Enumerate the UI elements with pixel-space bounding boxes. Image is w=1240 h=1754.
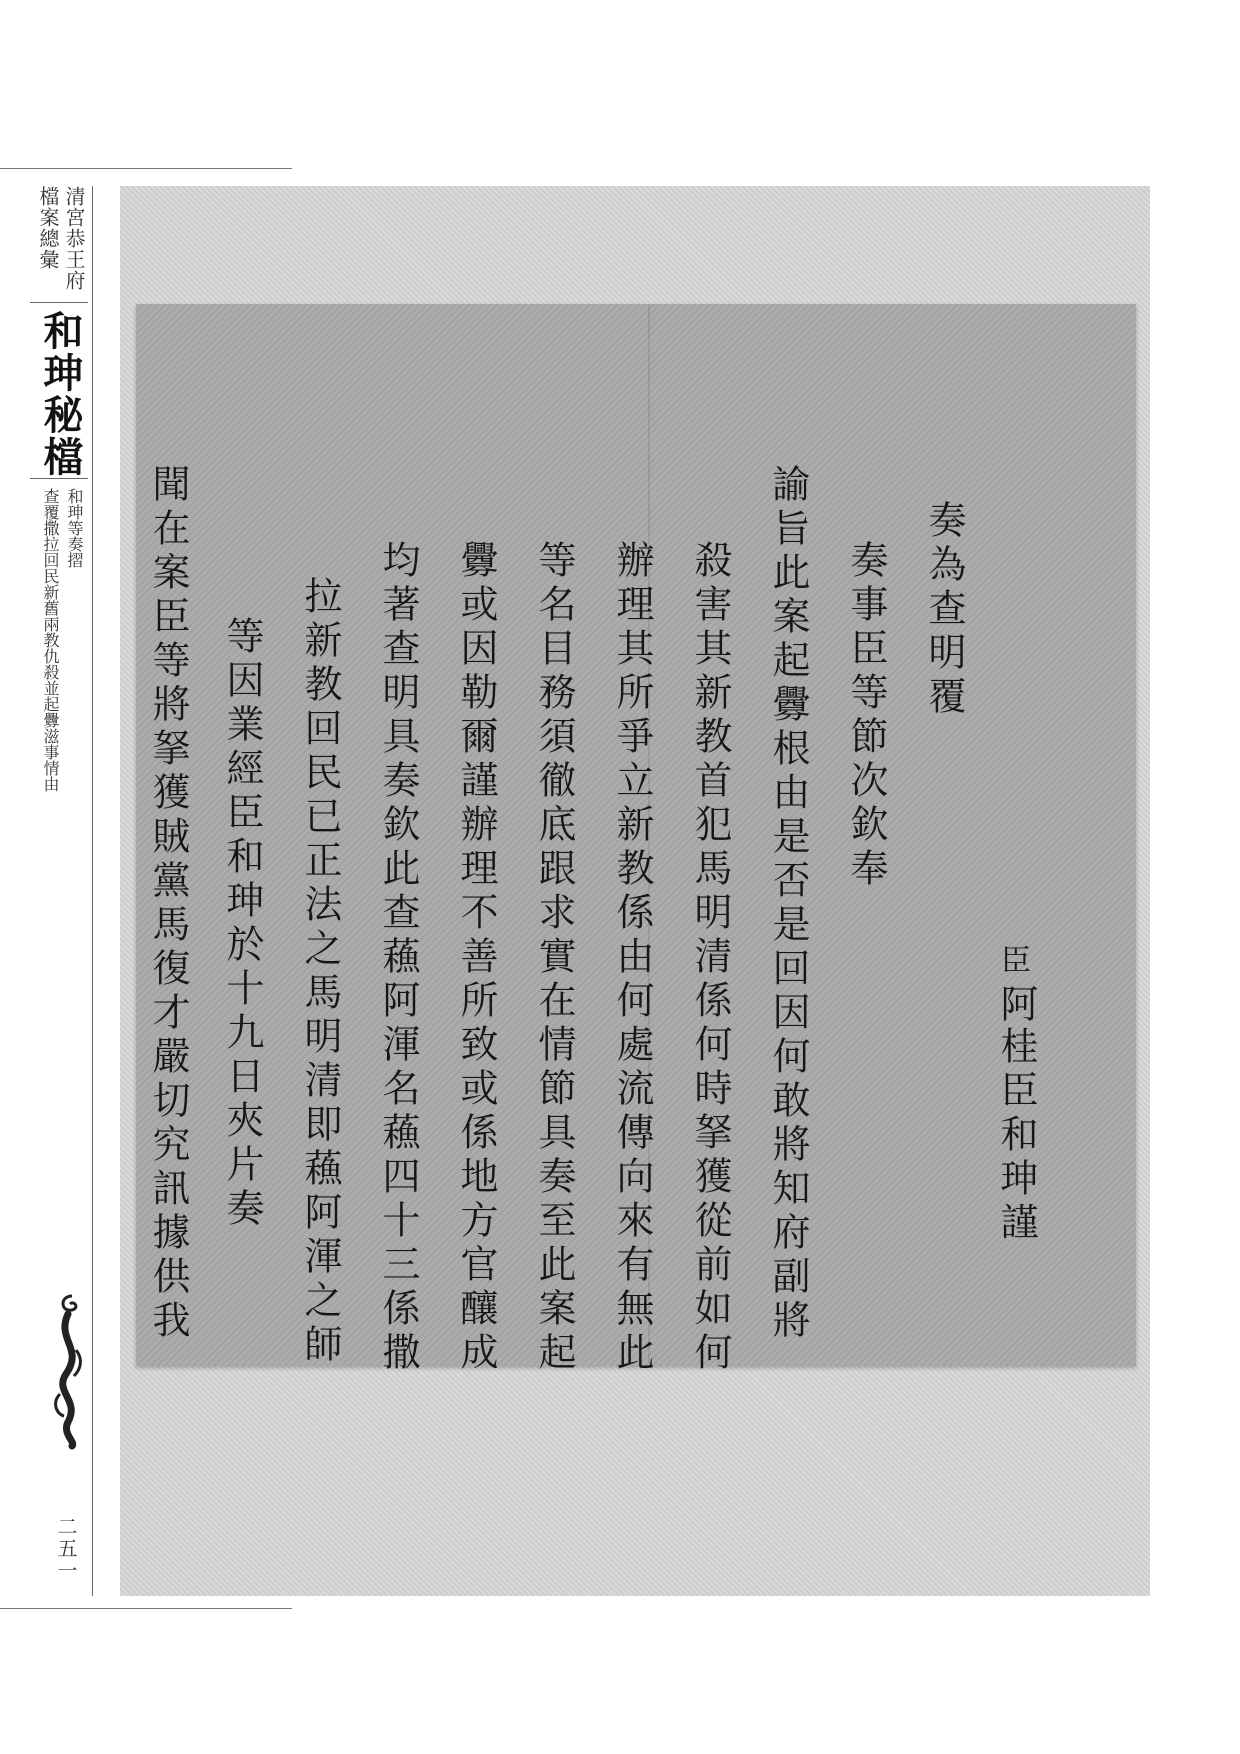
manuscript-column-9: 拉新教回民已正法之馬明清即蘓阿渾之師 [298,576,342,1368]
page-number: 二五一 [54,1516,78,1582]
manuscript-column-5: 辦理其所爭立新教係由何處流傳向來有無此 [610,540,654,1376]
top-rule [0,168,292,169]
sidebar-divider [92,186,93,1596]
signature-line-heshen: 桂臣和珅謹 [994,1026,1038,1246]
document-photo [120,186,1150,1596]
sidebar-separator [30,478,88,479]
scroll-ornament-icon [50,1290,90,1450]
manuscript-column-11: 聞在案臣等將拏獲賊黨馬復才嚴切究訊據供我 [146,464,190,1344]
manuscript-column-6: 等名目務須徹底跟求實在情節具奏至此案起 [532,540,576,1376]
signature-line-agui: 阿 [994,984,1038,1028]
manuscript-column-4: 殺害其新教首犯馬明清係何時拏獲從前如何 [688,540,732,1376]
book-sidebar [26,186,94,1596]
manuscript-column-10: 等因業經臣和珅於十九日夾片奏 [220,616,264,1232]
series-title-line-2: 檔案總彙 [36,186,60,270]
manuscript-paper [136,304,1136,1376]
sidebar-separator [30,302,88,303]
document-title-line-2: 查覆撒拉回民新舊兩教仇殺並起釁滋事情由 [41,488,60,792]
document-title-line-1: 和珅等奏摺 [65,488,84,568]
book-title: 和珅秘檔 [37,310,84,478]
manuscript-column-2: 奏事臣等節次欽奉 [844,540,888,892]
manuscript-column-8: 均著查明具奏欽此查蘓阿渾名蘓四十三係撒 [376,540,420,1376]
manuscript-column-7: 釁或因勒爾謹辦理不善所致或係地方官釀成 [454,540,498,1376]
document-title [30,488,90,958]
manuscript-column-1: 奏為查明覆 [922,500,966,720]
bottom-rule [0,1608,292,1609]
series-title-line-1: 清宮恭王府 [62,186,86,291]
manuscript-column-3: 諭旨此案起釁根由是否是回因何敢將知府副將 [766,464,810,1344]
signature-line-minister: 臣 [995,944,1030,980]
series-title [30,186,90,296]
